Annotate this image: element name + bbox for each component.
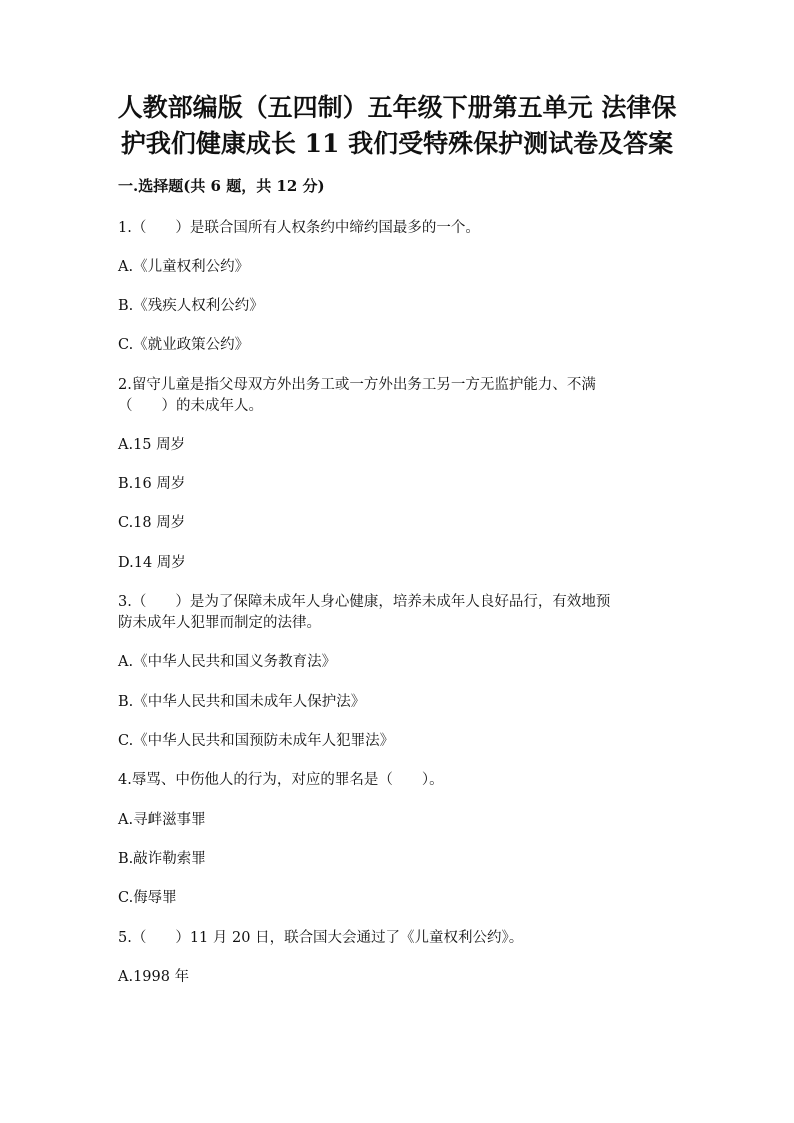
question-3-option-b: B.《中华人民共和国未成年人保护法》 [118,694,366,710]
document-title-line-2: 护我们健康成长 11 我们受特殊保护测试卷及答案 [120,129,674,158]
question-2-option-d: D.14 周岁 [118,555,186,571]
question-5-option-a: A.1998 年 [118,969,190,985]
question-4-option-c: C.侮辱罪 [118,890,177,906]
question-3-option-c: C.《中华人民共和国预防未成年人犯罪法》 [118,733,395,749]
question-2-option-a: A.15 周岁 [118,437,186,453]
question-2-stem-line-1: 2.留守儿童是指父母双方外出务工或一方外出务工另一方无监护能力、不满 [118,377,596,393]
question-4-option-b: B.敲诈勒索罪 [118,851,206,867]
question-1-option-c: C.《就业政策公约》 [118,337,250,353]
question-1-option-a: A.《儿童权利公约》 [118,259,250,275]
question-3-option-a: A.《中华人民共和国义务教育法》 [118,654,337,670]
question-2-stem-line-2: （ ）的未成年人。 [118,398,263,414]
question-1-stem: 1.（ ）是联合国所有人权条约中缔约国最多的一个。 [118,220,480,236]
question-5-stem: 5.（ ）11 月 20 日，联合国大会通过了《儿童权利公约》。 [118,930,524,946]
question-3-stem-line-2: 防未成年人犯罪而制定的法律。 [118,615,321,631]
question-2-option-b: B.16 周岁 [118,476,186,492]
question-3-stem-line-1: 3.（ ）是为了保障未成年人身心健康，培养未成年人良好品行，有效地预 [118,594,611,610]
question-4-stem: 4.辱骂、中伤他人的行为，对应的罪名是（ ）。 [118,772,444,788]
section-heading: 一.选择题(共 6 题，共 12 分) [118,177,325,195]
question-1-option-b: B.《残疾人权利公约》 [118,298,264,314]
question-2-option-c: C.18 周岁 [118,515,186,531]
question-4-option-a: A.寻衅滋事罪 [118,812,206,828]
document-title-line-1: 人教部编版（五四制）五年级下册第五单元 法律保 [117,93,677,122]
